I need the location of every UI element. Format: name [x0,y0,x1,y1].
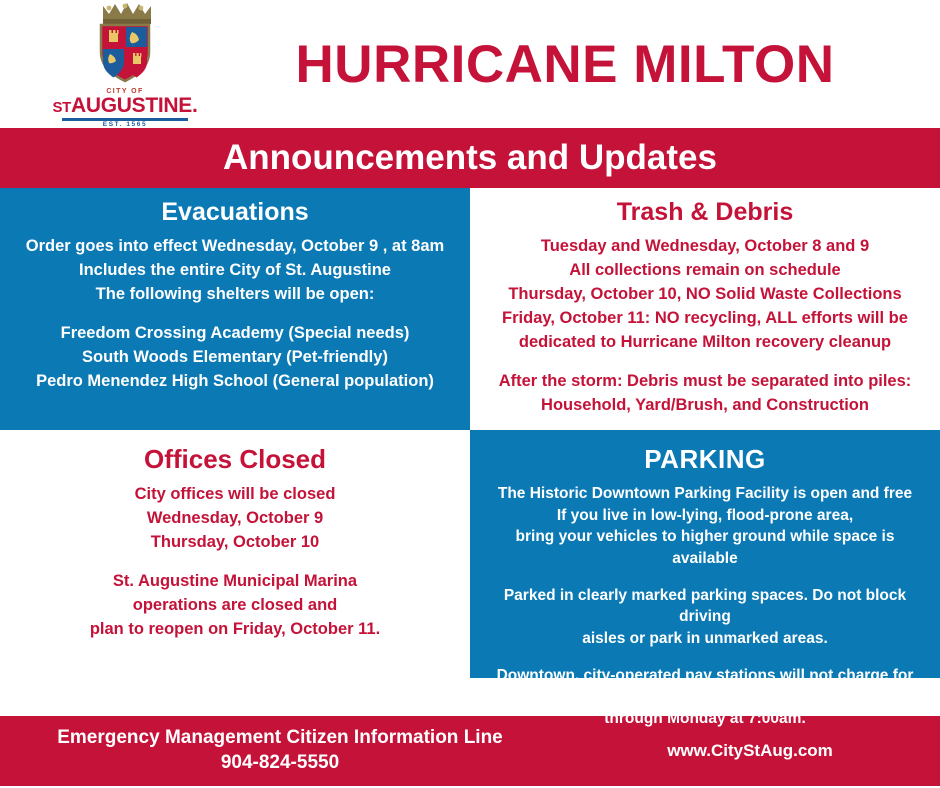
parking-lines [484,483,926,730]
logo-city-of: CITY OF [106,87,144,95]
trash-line-5: dedicated to Hurricane Milton recovery cleanup [518,332,892,351]
parking-heading: PARKING [644,444,766,474]
parking-paystation-1: Downtown, city-operated pay stations will not charge for [496,666,914,684]
page-title: HURRICANE MILTON [295,34,835,94]
header [0,0,940,128]
evacuations-line-3: The following shelters will be open: [95,284,375,303]
parking-line-2: If you live in low-lying, flood-prone area, [556,506,854,524]
evacuations-shelter-2: South Woods Elementary (Pet-friendly) [82,347,388,366]
evacuations-line-1: Order goes into effect Wednesday, October 9 , at 8am [25,237,445,255]
section-parking [470,430,940,728]
offices-marina-3: plan to reopen on Friday, October 11. [89,619,381,638]
city-crest-icon [79,0,171,86]
evacuations-lines [14,235,456,394]
section-evacuations [0,188,470,430]
footer-website[interactable]: www.CityStAug.com [667,741,833,760]
trash-line-1: Tuesday and Wednesday, October 8 and 9 [540,237,870,255]
trash-after-2: Household, Yard/Brush, and Construction [541,395,869,414]
footer-info-line: Emergency Management Citizen Information Line [57,727,503,749]
evacuations-shelter-1: Freedom Crossing Academy (Special needs) [60,323,410,342]
parking-spacer-2 [484,650,926,665]
trash-line-4: Friday, October 11: NO recycling, ALL efforts will be [502,308,908,327]
offices-lines [14,483,456,642]
trash-line-2: All collections remain on schedule [569,260,841,279]
content-grid [0,188,940,728]
trash-lines [484,235,926,417]
parking-line-3: bring your vehicles to higher ground while space is available [515,528,895,568]
parking-rule-1: Parked in clearly marked parking spaces. Do not block driving [503,586,907,626]
logo-est: EST. 1565 [102,120,148,128]
section-trash-debris [470,188,940,430]
parking-paystation-2: parking for the duration of the storm, [568,688,842,706]
announcements-banner: Announcements and Updates [0,128,940,188]
parking-rule-2: aisles or park in unmarked areas. [582,630,828,648]
footer-phone: 904-824-5550 [220,752,340,773]
section-offices-closed [0,430,470,678]
logo-wordmark [52,88,197,129]
offices-line-2: Wednesday, October 9 [146,508,324,527]
offices-heading: Offices Closed [143,444,327,474]
evacuations-line-2: Includes the entire City of St. Augustine [78,260,391,279]
footer-contact [0,726,560,775]
offices-marina-2: operations are closed and [132,595,338,614]
evacuations-shelter-3: Pedro Menendez High School (General population) [36,371,434,390]
offices-line-1: City offices will be closed [134,485,336,503]
offices-line-3: Thursday, October 10 [150,532,320,551]
offices-marina-1: St. Augustine Municipal Marina [112,571,358,590]
trash-line-3: Thursday, October 10, NO Solid Waste Collections [508,284,902,303]
parking-line-1: The Historic Downtown Parking Facility is open and free [497,485,913,502]
city-logo [0,0,250,128]
trash-heading: Trash & Debris [616,198,794,226]
evacuations-spacer [14,307,456,322]
parking-paystation-3: through Monday at 7:00am. [604,710,806,728]
logo-augustine: AUGUSTINE. [71,93,198,117]
logo-st: ST [52,98,72,116]
evacuations-heading: Evacuations [161,198,309,226]
trash-after-1: After the storm: Debris must be separated into piles: [498,371,912,390]
logo-staugustine [52,95,197,116]
parking-spacer-1 [484,570,926,585]
trash-spacer [484,355,926,370]
offices-spacer [14,555,456,570]
